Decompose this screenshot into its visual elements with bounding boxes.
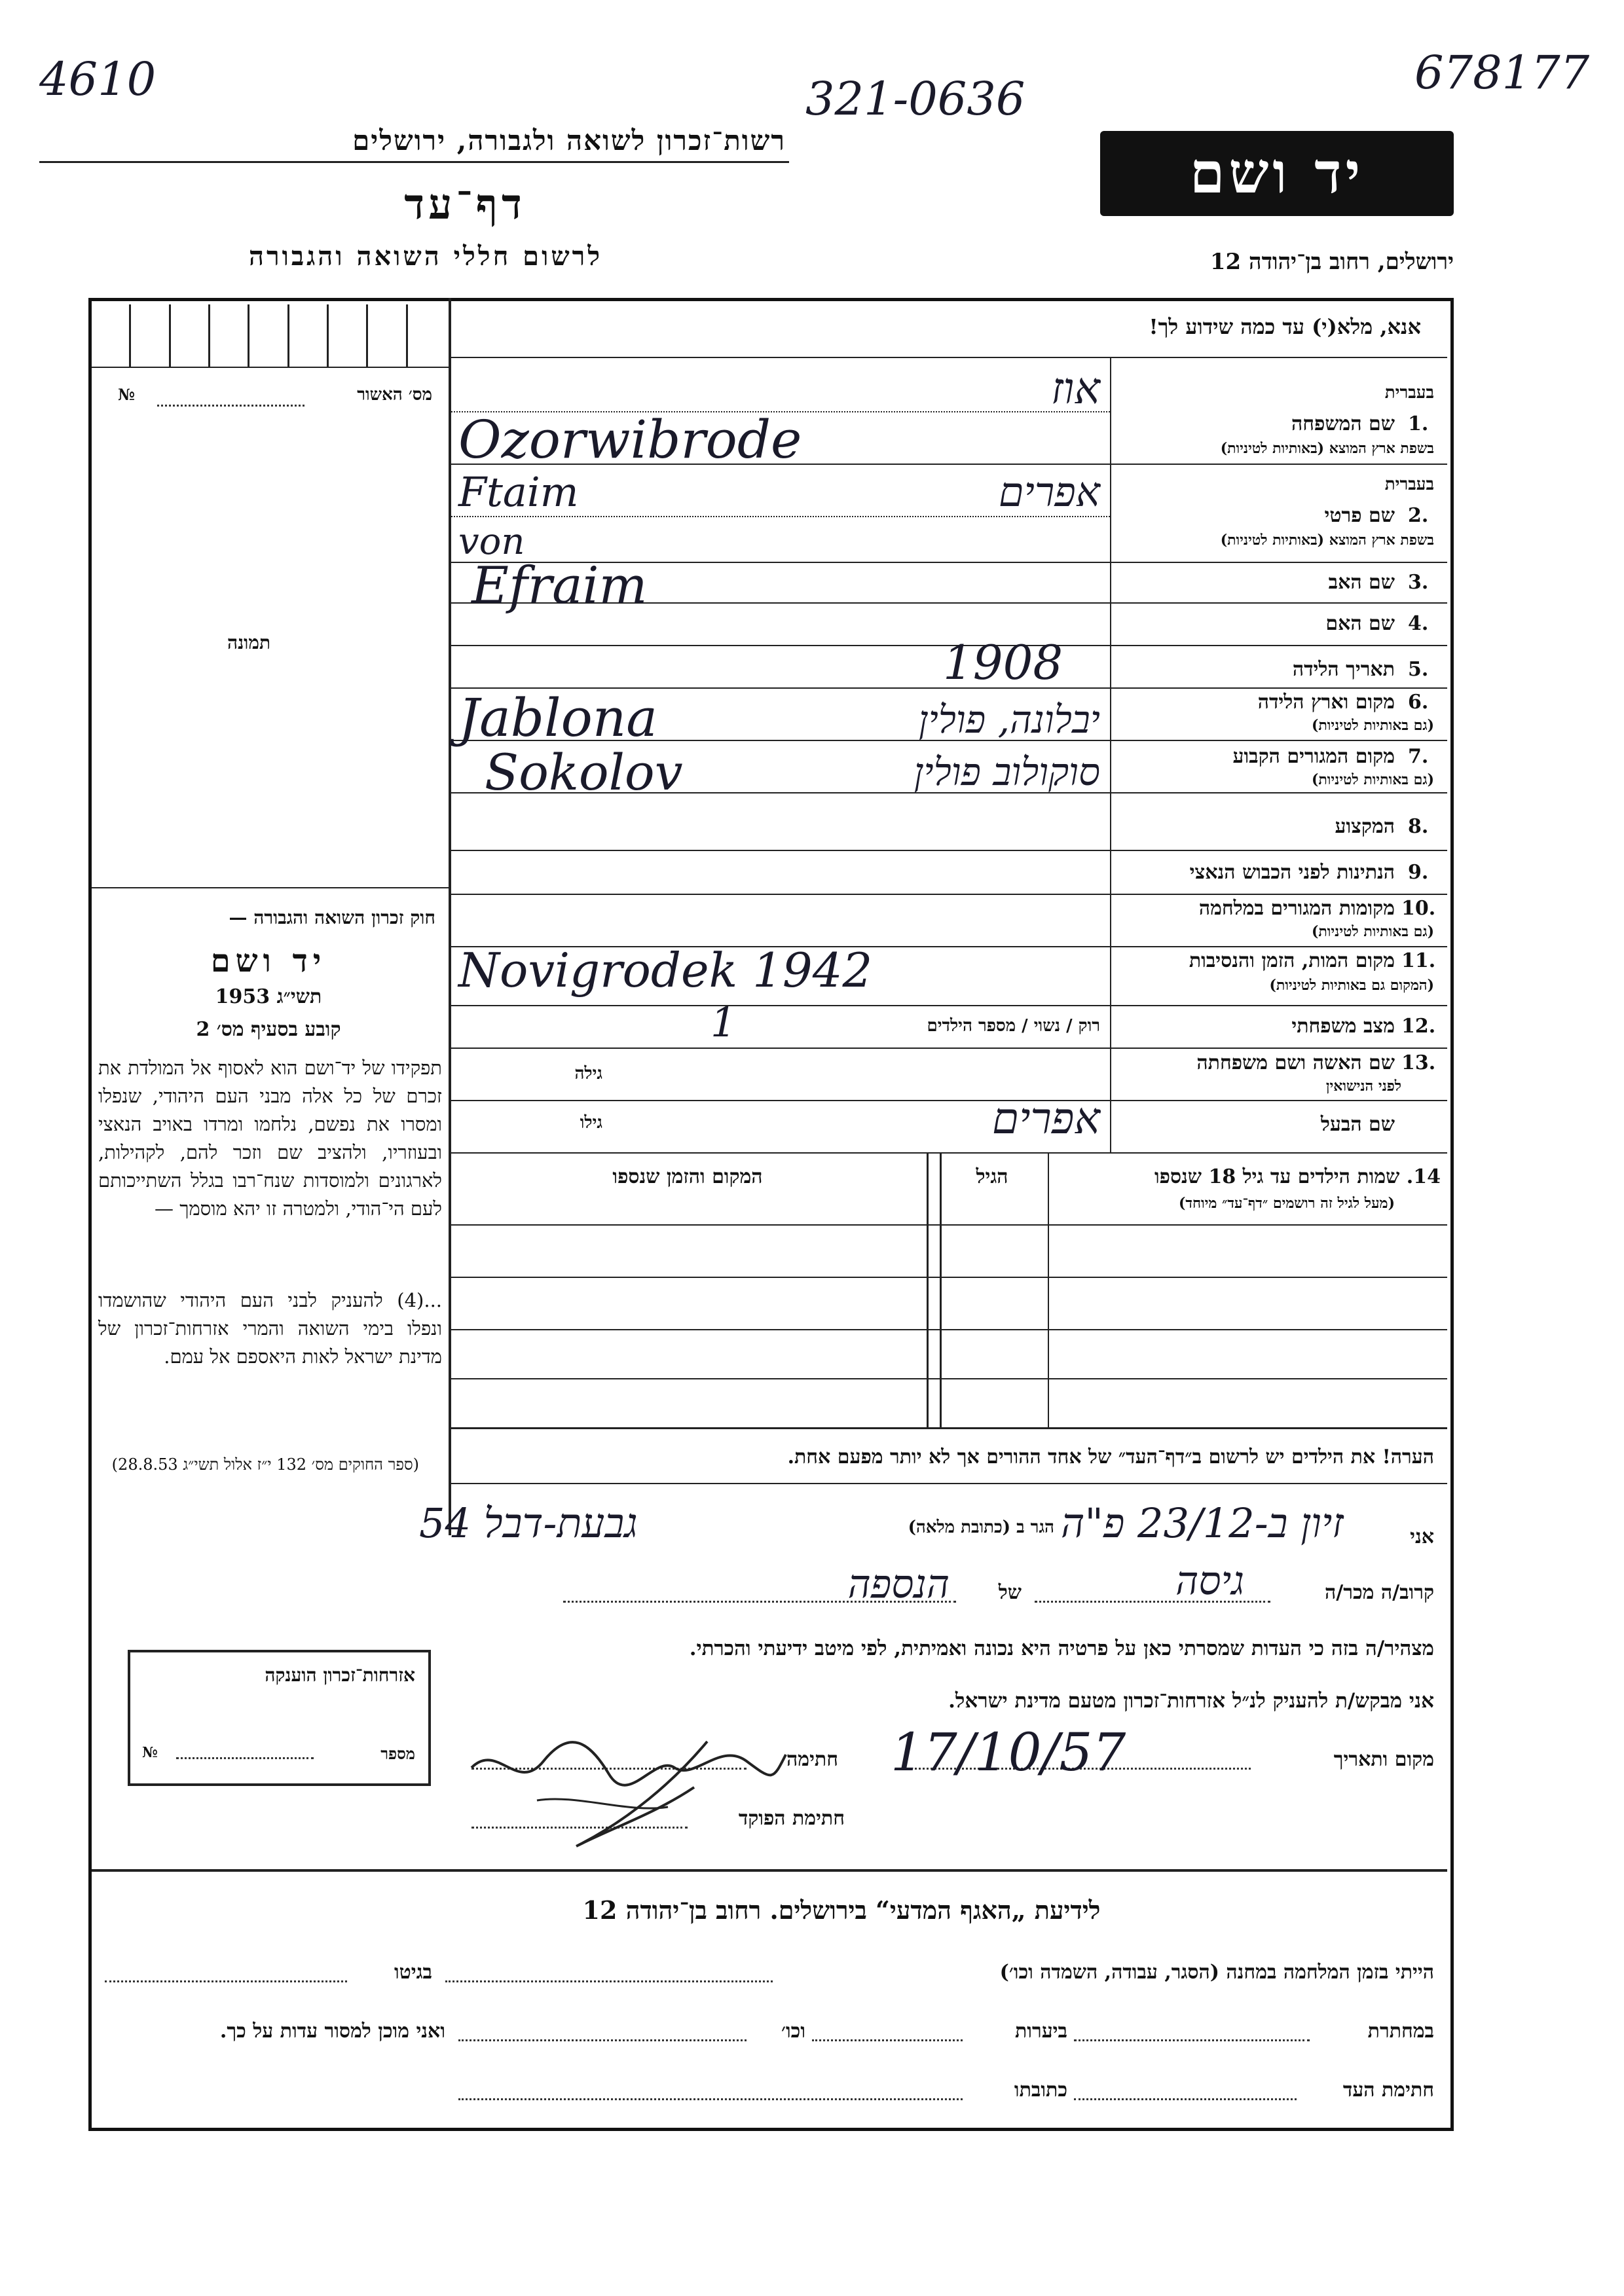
form-title: דף־עד	[404, 180, 526, 229]
field-7-value-latin[interactable]: Sokolov	[485, 743, 683, 801]
handwritten-ref-left: 4610	[39, 52, 157, 106]
request-text: אני מבקש/ת להעניק לנ״ל אזרחות־זכרון מטעם מדינת ישראל.	[948, 1689, 1434, 1713]
witness-address-field[interactable]	[458, 2098, 963, 2100]
place-date-label: מקום ותאריך	[1333, 1748, 1434, 1771]
field-2-value-latin[interactable]: Ftaim	[458, 468, 579, 516]
field-5-num: 5.	[1408, 658, 1429, 681]
approval-boxes	[92, 304, 445, 367]
field-1-hint: בשפת ארץ המוצא (באותיות לטיניות)	[1220, 440, 1434, 457]
bottom-line-2-end: ואני מוכן למסור עדות על כך.	[219, 2020, 445, 2043]
handwritten-ref-right: 678177	[1414, 46, 1590, 100]
law-text: תפקידו של יד־ושם הוא לאסוף אל המולדת את זכרם של כל אלה מבני העם היהודי, שנפלו ומסרו את נפשם, נלחמו ומרדו באויב הנאצי ובעוזריו, ולהציב שם וזכר להם, לקהילות, לארגונים ולמוסדות שנח־רבו בגלל השתייכותם לעם הי־הודי, ולמטרה זו יהא מוסמך —	[98, 1057, 442, 1220]
field-2-num: 2.	[1408, 504, 1429, 527]
header-underline	[39, 161, 789, 163]
witness-signature-field[interactable]	[1074, 2098, 1297, 2100]
witness-address-label: כתובתו	[1014, 2079, 1067, 2102]
field-4-label: שם האם	[1325, 612, 1395, 635]
field-2-label: שם פרטי	[1324, 504, 1395, 527]
field-1-side: בעברית	[1384, 383, 1434, 403]
photo-label: תמונה	[227, 632, 271, 653]
field-1-value-hebrew[interactable]: אוז	[1051, 363, 1100, 414]
address: ירושלים, רחוב בן־יהודה 12	[1209, 249, 1454, 275]
husband-value[interactable]: אפרים	[991, 1093, 1100, 1144]
citizenship-box	[128, 1650, 431, 1786]
field-6-hint: (גם באותיות לטיניות)	[1311, 717, 1434, 734]
field-11-value[interactable]: Novigrodek 1942	[458, 943, 873, 998]
handwritten-ref-center: 321-0636	[805, 72, 1025, 126]
instructions: אנא, מלא(י) עד כמה שידוע לך!	[1149, 314, 1421, 339]
field-6-label: מקום וארץ הלידה	[1257, 691, 1395, 714]
law-name: יד ושם	[210, 943, 327, 979]
field-2-value-hebrew[interactable]: אפרים	[998, 468, 1100, 516]
approval-no-sign: №	[118, 385, 136, 404]
left-panel-divider	[449, 298, 451, 1535]
law-section: קובע בסעיף מס׳ 2	[196, 1018, 341, 1041]
declarant-address-value[interactable]: 54 גבעת-דבל	[419, 1499, 638, 1547]
field-13-num: 13.	[1401, 1051, 1436, 1074]
officer-signature-label: חתימת הפוקד	[738, 1807, 845, 1830]
field-13-hint: לפני הנישואין	[1325, 1078, 1401, 1095]
approval-no-field[interactable]	[157, 405, 304, 407]
children-col-age: הגיל	[976, 1165, 1008, 1188]
field-3-label: שם האב	[1328, 571, 1395, 594]
citizenship-box-sign: №	[142, 1744, 158, 1761]
field-10-hint: (גם באותיות לטיניות)	[1311, 923, 1434, 940]
children-col-place: המקום והזמן שנספו	[612, 1165, 763, 1188]
label-column-divider	[1110, 357, 1111, 1152]
field-11-hint: (המקום גם באותיות לטיניות)	[1269, 977, 1434, 994]
authority-name: רשות־זכרון לשואה ולגבורה, ירושלים	[352, 124, 786, 156]
bottom-line-1-end: בגיטו	[394, 1961, 432, 1984]
declarant-name-value[interactable]: זיון ב-23/12 פ"ה	[1061, 1499, 1344, 1547]
bottom-line-1: הייתי בזמן המלחמה במחנה (הסגר, עבודה, השמדה וכו׳)	[999, 1961, 1434, 1984]
field-13-label: שם האשה ושם משפחתה	[1196, 1051, 1395, 1074]
field-12-num: 12.	[1401, 1015, 1436, 1038]
field-8-label: המקצוע	[1335, 815, 1395, 838]
wife-age-label: גילה	[574, 1064, 602, 1084]
law-title: חוק זכרון השואה והגבורה —	[229, 907, 435, 928]
field-1-num: 1.	[1408, 412, 1429, 435]
yad-vashem-logo: יד ושם	[1100, 131, 1454, 216]
law-reference: (ספר החוקים מס׳ 132 י״ז אלול תשי״ג 28.8.53)	[111, 1455, 419, 1474]
citizenship-number-field[interactable]	[176, 1757, 314, 1759]
relative-of-value[interactable]: הנספה	[847, 1561, 950, 1607]
children-table-subtitle: (מעל לגיל זה רושמים ״דף־עד״ מיוחד)	[1178, 1195, 1395, 1212]
law-year: תשי״ג 1953	[215, 985, 322, 1008]
field-6-value-latin[interactable]: Jablona	[458, 687, 657, 748]
children-count-value[interactable]: 1	[710, 998, 737, 1046]
declaration-text: מצהיר/ה בזה כי העדות שמסרתי כאן על פרטיה היא נכונה ואמיתית, לפי מיטב ידיעתי והכרתי.	[689, 1637, 1434, 1660]
bottom-forests-label: ביערות	[1014, 2020, 1067, 2043]
field-3-value-extra[interactable]: von	[458, 520, 525, 563]
field-10-label: מקומות המגורים במלחמה	[1198, 897, 1395, 920]
signature-label: חתימה	[786, 1748, 838, 1771]
declaration-resident-label: הגר ב (כתובת מלאה)	[908, 1518, 1054, 1537]
field-7-label: מקום המגורים הקבוע	[1232, 745, 1395, 768]
field-5-label: תאריך הלידה	[1292, 658, 1395, 681]
law-text-2: ...(4) להעניק לבני העם היהודי שהושמדו ונפלו בימי השואה והמרי אזרחות־זכרון של מדינת ישראל לאות היאספם אל עמם.	[98, 1289, 442, 1368]
children-table-title: 14. שמות הילדים עד גיל 18 שנספו	[1154, 1165, 1441, 1188]
field-12-label: מצב משפחתי	[1291, 1015, 1395, 1038]
field-10-num: 10.	[1401, 897, 1436, 920]
form-subtitle: לרשום חללי השואה והגבורה	[248, 241, 603, 272]
field-6-value-hebrew[interactable]: יבלונה, פולין	[918, 697, 1100, 742]
field-1-value-latin[interactable]: Ozorwibrode	[458, 409, 802, 470]
husband-label: שם הבעל	[1320, 1113, 1395, 1136]
witness-signature-label: חתימת העד	[1342, 2079, 1434, 2102]
bottom-etc-label: וכו׳	[781, 2020, 805, 2043]
field-2-side: בעברית	[1384, 475, 1434, 494]
husband-age-label: גילו	[580, 1113, 602, 1133]
field-11-num: 11.	[1401, 949, 1436, 972]
field-7-num: 7.	[1408, 745, 1429, 768]
field-9-num: 9.	[1408, 861, 1429, 884]
date-value[interactable]: 17/10/57	[891, 1722, 1126, 1783]
bottom-underground-label: במחתרת	[1367, 2020, 1434, 2043]
field-8-num: 8.	[1408, 815, 1429, 838]
field-2-hint: בשפת ארץ המוצא (באותיות לטיניות)	[1220, 532, 1434, 549]
field-4-num: 4.	[1408, 612, 1429, 635]
children-note: הערה! את הילדים יש לרשום ב״דף־העד״ של אחד ההורים אך לא יותר מפעם אחת.	[787, 1446, 1434, 1468]
field-3-num: 3.	[1408, 571, 1429, 594]
field-9-label: הנתינות לפני הכבוש הנאצי	[1189, 861, 1395, 884]
relation-value[interactable]: גיסה	[1175, 1558, 1244, 1604]
field-7-value-hebrew[interactable]: סוקולוב פולין	[913, 750, 1100, 794]
citizenship-box-number: מספר	[380, 1744, 415, 1763]
field-7-hint: (גם באותיות לטיניות)	[1311, 771, 1434, 788]
citizenship-box-title: אזרחות־זכרון הוענקה	[265, 1664, 415, 1686]
approval-no-label: מס׳ האשור	[357, 385, 432, 405]
marital-options[interactable]: רוק / נשוי / מספר הילדים	[927, 1016, 1100, 1036]
field-11-label: מקום המות, הזמן והנסיבות	[1189, 949, 1395, 972]
bottom-heading: לידיעת „האגף המדעי“ בירושלים. רחוב בן־יהודה 12	[582, 1895, 1101, 1925]
of-label: של	[998, 1581, 1022, 1604]
field-1-label: שם המשפחה	[1291, 412, 1395, 435]
field-3-value-latin[interactable]: Efraim	[471, 556, 648, 615]
field-6-num: 6.	[1408, 691, 1429, 714]
relative-label: קרוב/ה מכר/ה	[1325, 1581, 1434, 1604]
signature-scribble	[458, 1715, 799, 1859]
declaration-i-label: אני	[1410, 1525, 1434, 1548]
field-5-value[interactable]: 1908	[943, 635, 1063, 690]
